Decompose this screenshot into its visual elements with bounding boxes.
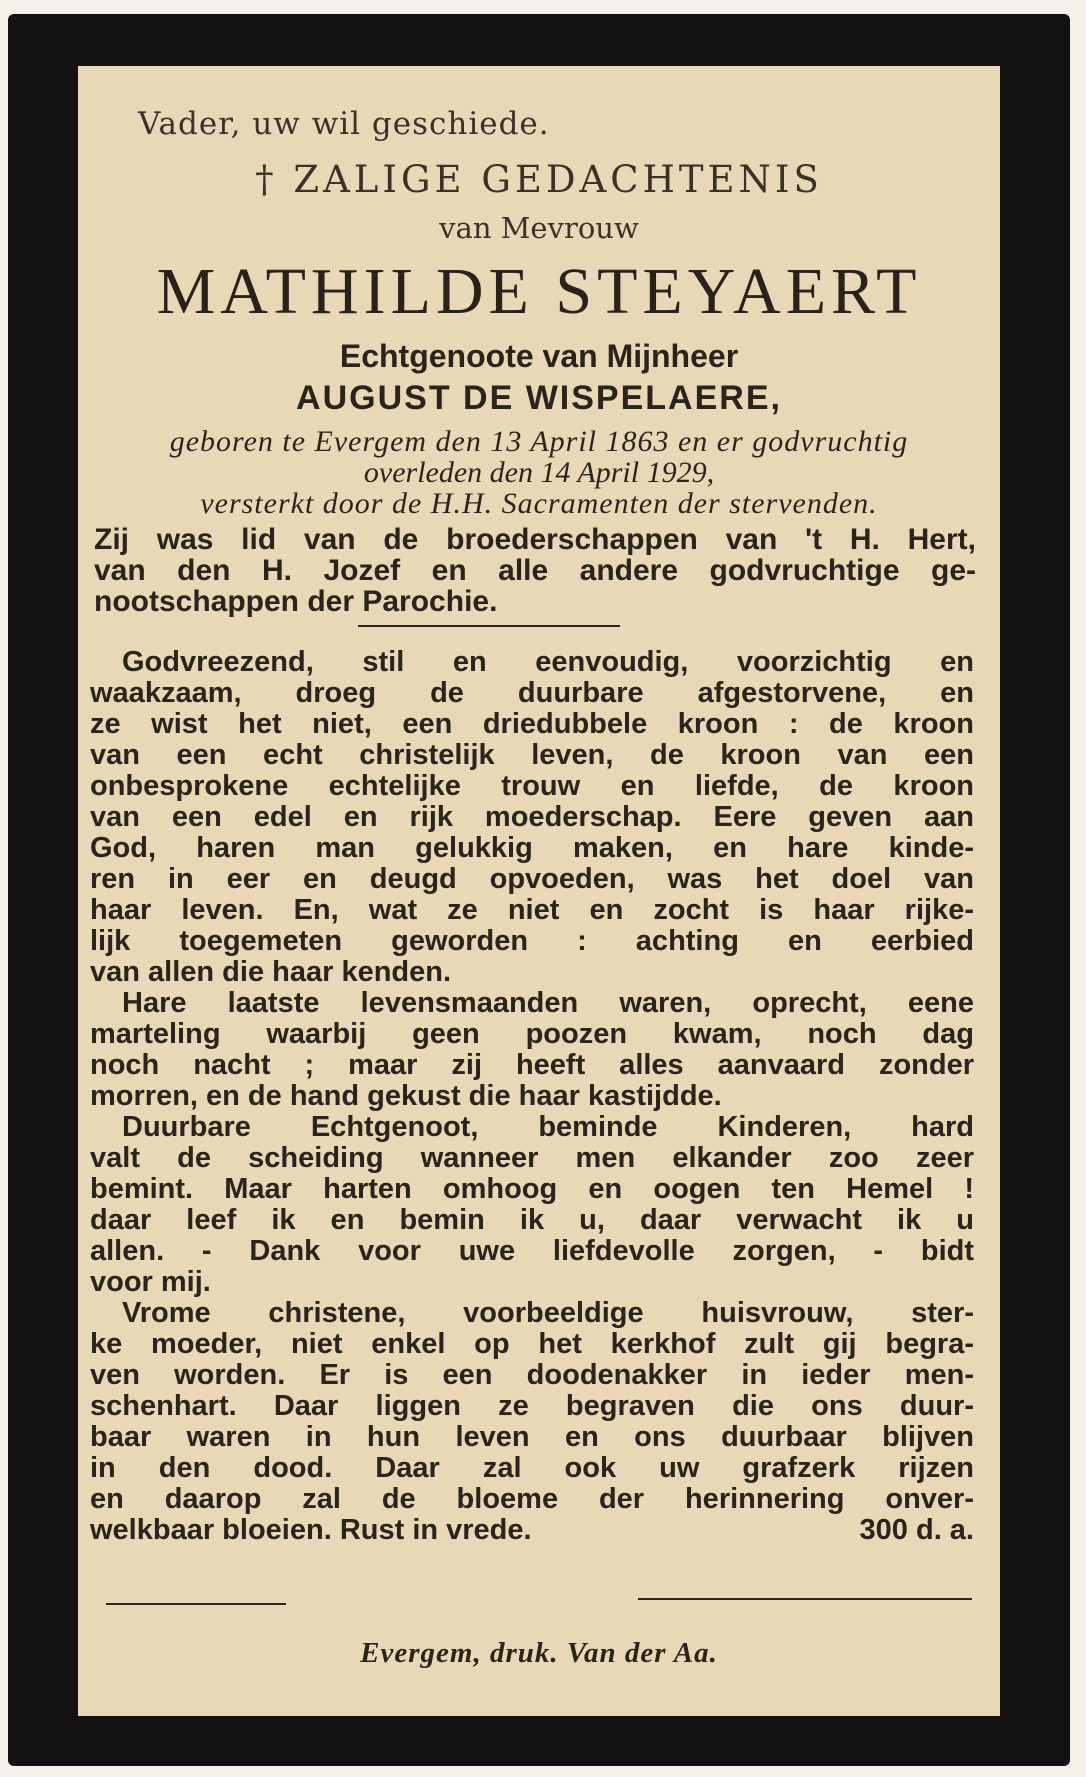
body-line: van een edel en rijk moederschap. Eere geven aan [90, 801, 974, 833]
membership-line: nootschappen der Parochie. [94, 585, 498, 618]
divider [358, 625, 620, 627]
body-line: onbesprokene echtelijke trouw en liefde, de kroon [90, 770, 974, 802]
memorial-heading: † ZALIGE GEDACHTENIS [255, 158, 823, 201]
membership-line: van den H. Jozef en alle andere godvruchtige ge- [94, 554, 976, 587]
indulgence: 300 d. a. [859, 1514, 974, 1546]
body-line: welkbaar bloeien. Rust in vrede. [90, 1514, 532, 1546]
body-line: allen. - Dank voor uwe liefdevolle zorgen, - bidt [90, 1235, 974, 1267]
motto: Vader, uw wil geschiede. [138, 106, 550, 142]
body-line: valt de scheiding wanneer men elkander zoo zeer [90, 1142, 974, 1174]
deceased-name: MATHILDE STEYAERT [156, 255, 922, 328]
body-line: marteling waarbij geen poozen kwam, noch dag [90, 1018, 974, 1050]
body-line: Hare laatste levensmaanden waren, oprecht, eene [122, 987, 974, 1019]
divider [638, 1598, 972, 1600]
body-line: haar leven. En, wat ze niet en zocht is haar rijke- [90, 894, 974, 926]
sacraments-line: versterkt door de H.H. Sacramenten der stervenden. [200, 487, 878, 520]
body-line: ven worden. Er is een doodenakker in ieder men- [90, 1359, 974, 1391]
spouse-intro: Echtgenoote van Mijnheer [339, 338, 739, 374]
body-line: morren, en de hand gekust die haar kastijdde. [90, 1080, 722, 1112]
body-line: lijk toegemeten geworden : achting en eerbied [90, 925, 974, 957]
birth-line: geboren te Evergem den 13 April 1863 en er godvruchtig [169, 425, 909, 458]
body-line: in den dood. Daar zal ook uw grafzerk rijzen [90, 1452, 974, 1484]
body-line: van allen die haar kenden. [90, 956, 452, 988]
title-line: van Mevrouw [439, 211, 639, 245]
body-line: waakzaam, droeg de duurbare afgestorvene, en [90, 677, 974, 709]
body-line: voor mij. [90, 1266, 211, 1298]
body-line: Godvreezend, stil en eenvoudig, voorzichtig en [122, 646, 974, 678]
body-line: baar waren in hun leven en ons duurbaar blijven [90, 1421, 974, 1453]
memorial-card [8, 14, 1070, 1766]
body-line: ren in eer en deugd opvoeden, was het doel van [90, 863, 974, 895]
body-line: ke moeder, niet enkel op het kerkhof zult gij begra- [90, 1328, 974, 1360]
printer-line: Evergem, druk. Van der Aa. [360, 1637, 718, 1669]
membership-line: Zij was lid van de broederschappen van 't H. Hert, [94, 523, 976, 556]
body-line: noch nacht ; maar zij heeft alles aanvaard zonder [90, 1049, 974, 1081]
body-line: bemint. Maar harten omhoog en oogen ten Hemel ! [90, 1173, 974, 1205]
body-line: daar leef ik en bemin ik u, daar verwacht ik u [90, 1204, 974, 1236]
death-line: overleden den 14 April 1929, [363, 456, 715, 489]
body-line: van een echt christelijk leven, de kroon van een [90, 739, 974, 771]
body-line: en daarop zal de bloeme der herinnering onver- [90, 1483, 974, 1515]
card-paper [78, 66, 1000, 1716]
spouse-name: AUGUST DE WISPELAERE, [296, 379, 782, 417]
body-line: ze wist het niet, een driedubbele kroon : de kroon [90, 708, 974, 740]
divider [106, 1603, 286, 1605]
body-line: Duurbare Echtgenoot, beminde Kinderen, hard [122, 1111, 974, 1143]
body-line: God, haren man gelukkig maken, en hare kinde- [90, 832, 974, 864]
body-line: Vrome christene, voorbeeldige huisvrouw, ster- [122, 1297, 974, 1329]
body-line: schenhart. Daar liggen ze begraven die ons duur- [90, 1390, 974, 1422]
